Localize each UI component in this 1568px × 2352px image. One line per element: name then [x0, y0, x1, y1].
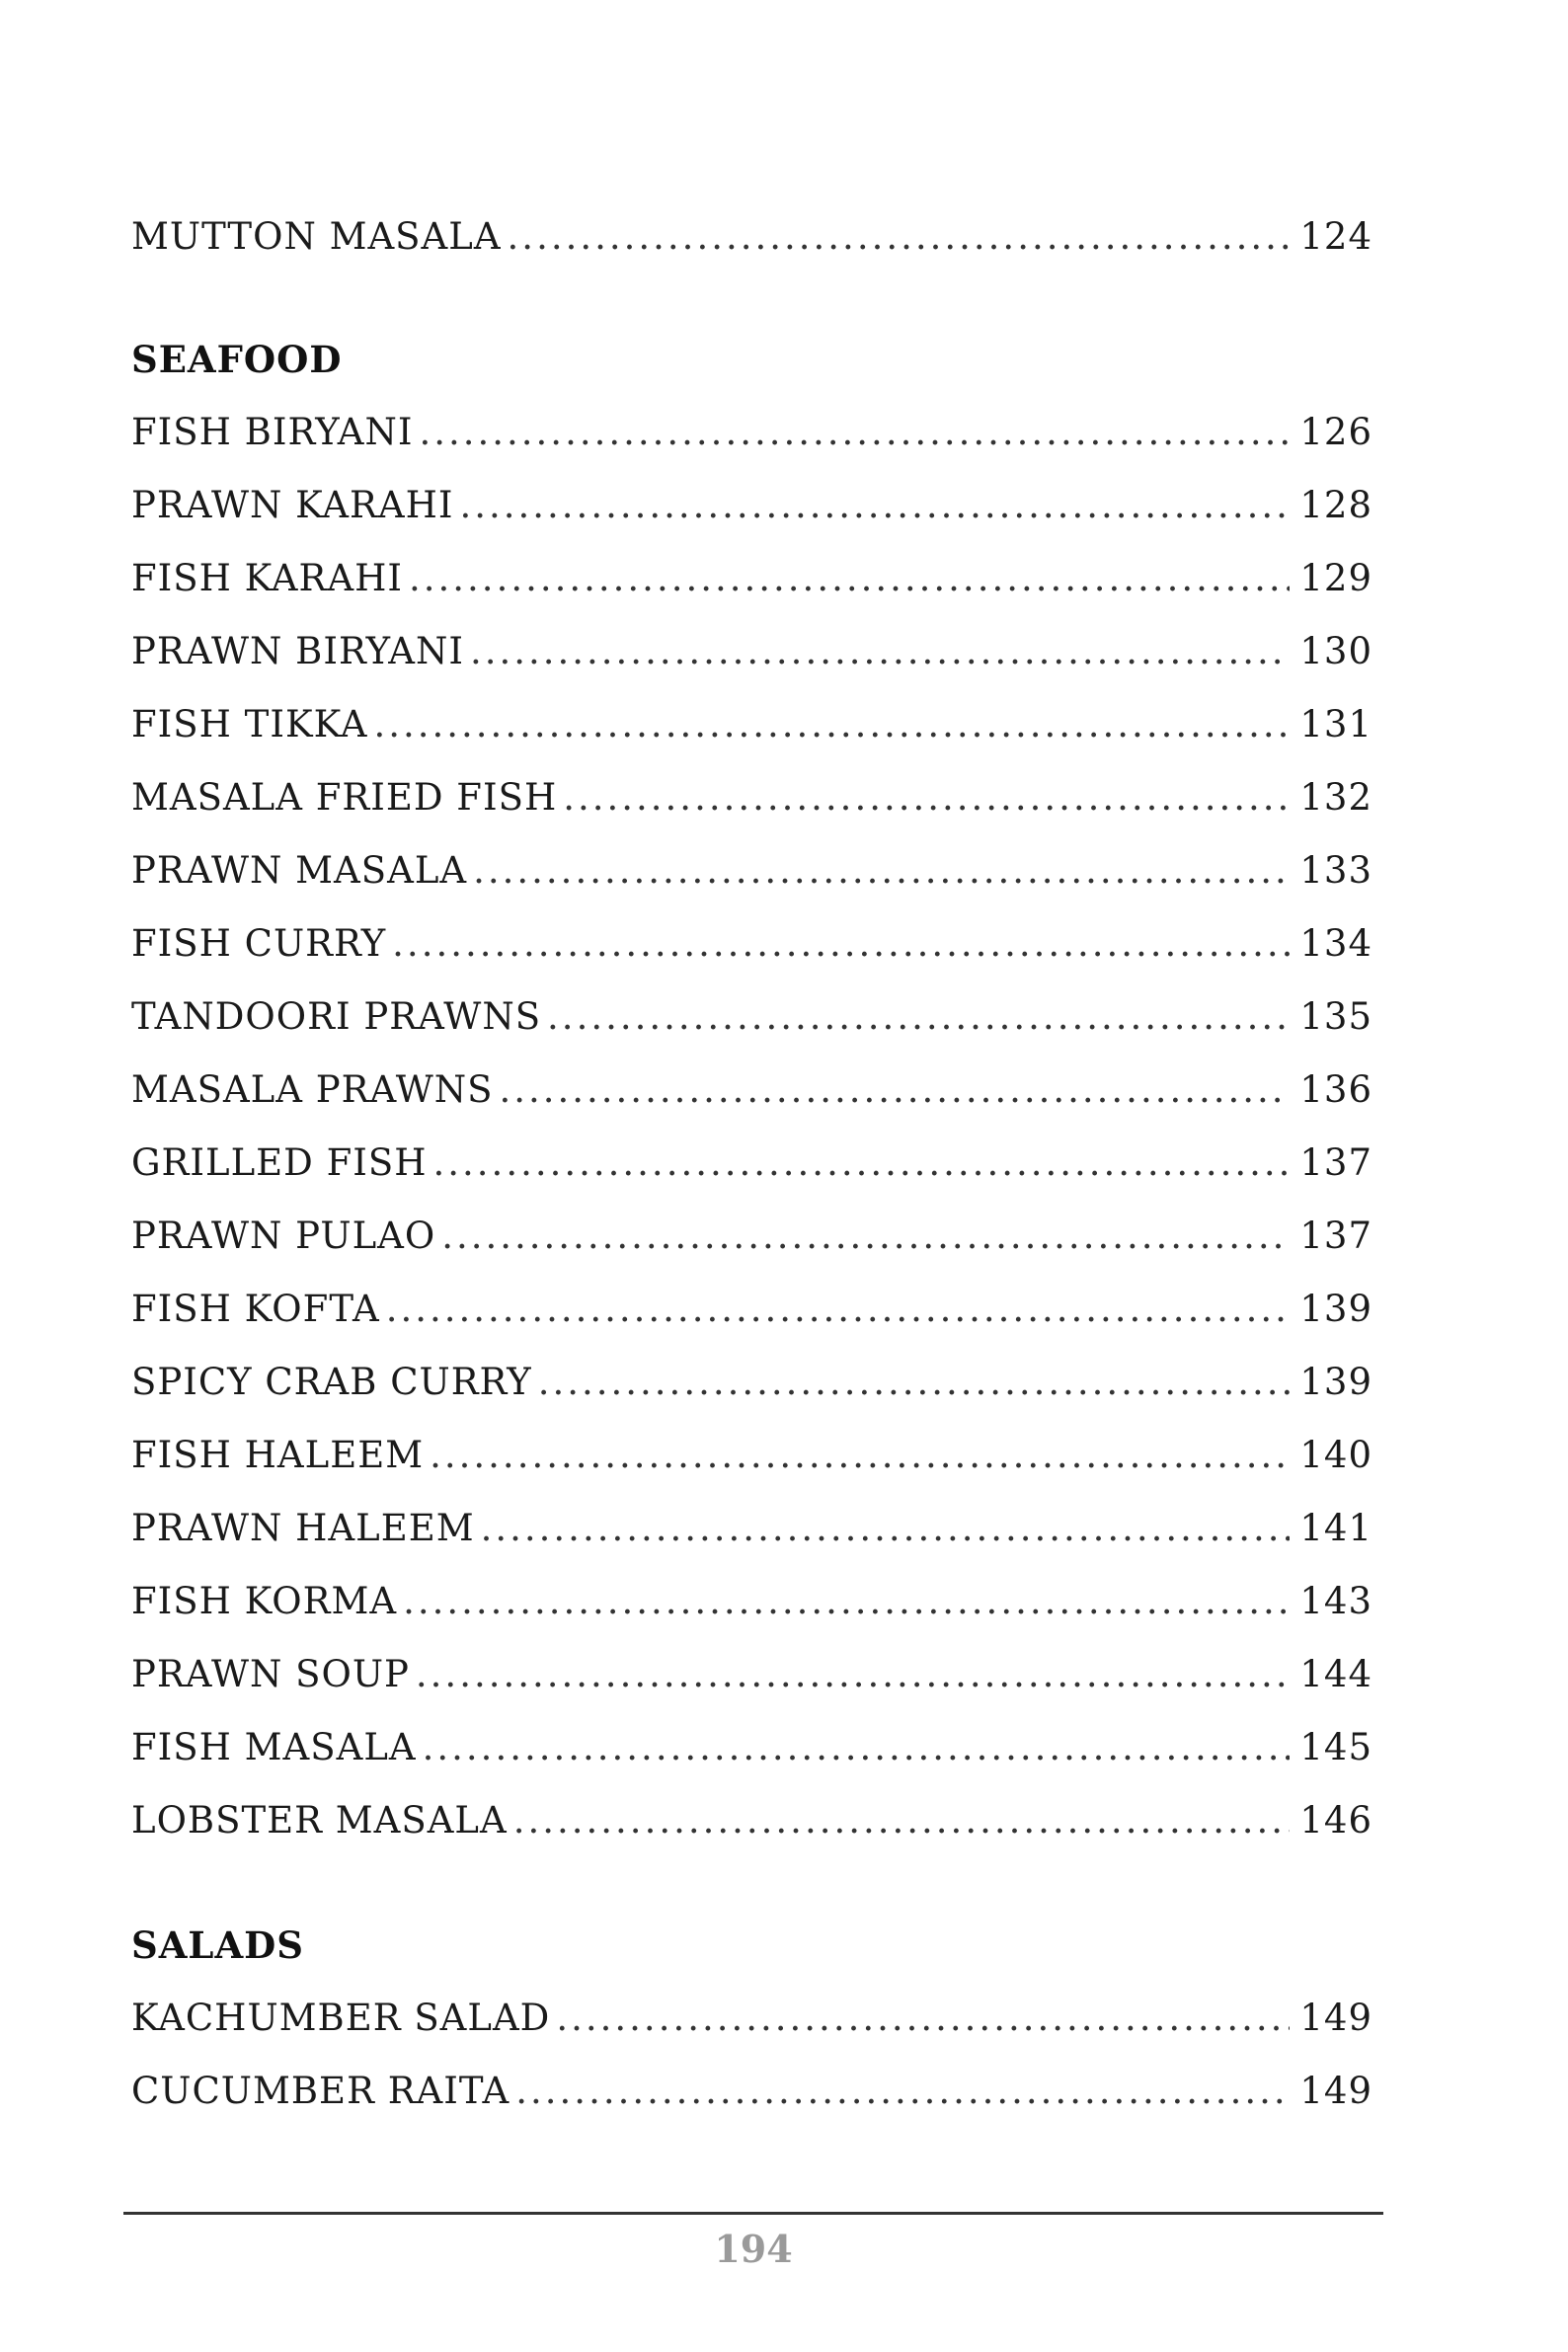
- toc-entry-title: CUCUMBER RAITA: [131, 2070, 510, 2112]
- toc-entry-title: PRAWN PULAO: [131, 1215, 436, 1257]
- toc-entry-page: 146: [1299, 1799, 1372, 1842]
- toc-entry-title: PRAWN HALEEM: [131, 1507, 475, 1549]
- section-heading-salads: SALADS: [131, 1923, 304, 1967]
- toc-entry[interactable]: [131, 1507, 1372, 1566]
- dot-leader: [538, 1361, 1291, 1403]
- toc-entry-title: MUTTON MASALA: [131, 215, 502, 258]
- toc-entry[interactable]: [131, 411, 1372, 470]
- toc-entry-title: PRAWN KARAHI: [131, 484, 454, 526]
- toc-entry-title: MASALA PRAWNS: [131, 1068, 494, 1111]
- toc-entry-page: 149: [1299, 1997, 1372, 2039]
- toc-entry[interactable]: [131, 1653, 1372, 1712]
- toc-entry-title: KACHUMBER SALAD: [131, 1997, 551, 2039]
- toc-entry-page: 134: [1299, 922, 1372, 965]
- toc-entry-page: 144: [1299, 1653, 1372, 1695]
- dot-leader: [419, 411, 1290, 453]
- toc-entry[interactable]: [131, 849, 1372, 908]
- toc-entry-title: GRILLED FISH: [131, 1141, 428, 1184]
- toc-entry-page: 132: [1299, 776, 1372, 819]
- toc-entry[interactable]: [131, 995, 1372, 1055]
- dot-leader: [430, 1434, 1290, 1476]
- dot-leader: [459, 484, 1290, 526]
- footer-divider: [123, 2212, 1383, 2215]
- toc-entry-title: FISH BIRYANI: [131, 411, 414, 453]
- toc-entry-page: 137: [1299, 1141, 1372, 1184]
- toc-entry-page: 130: [1299, 630, 1372, 672]
- dot-leader: [423, 1726, 1291, 1768]
- dot-leader: [508, 215, 1291, 258]
- toc-entry[interactable]: [131, 1580, 1372, 1639]
- toc-entry[interactable]: [131, 2070, 1372, 2129]
- toc-entry[interactable]: [131, 1361, 1372, 1420]
- toc-entry-page: 136: [1299, 1068, 1372, 1111]
- toc-entry[interactable]: [131, 557, 1372, 616]
- section-heading-seafood: SEAFOOD: [131, 338, 343, 381]
- dot-leader: [513, 1799, 1291, 1842]
- toc-entry-page: 126: [1299, 411, 1372, 453]
- toc-entry[interactable]: [131, 776, 1372, 835]
- toc-entry-page: 139: [1299, 1288, 1372, 1330]
- toc-entry-page: 140: [1299, 1434, 1372, 1476]
- toc-entry[interactable]: [131, 1997, 1372, 2056]
- dot-leader: [499, 1068, 1290, 1111]
- toc-entry-title: MASALA FRIED FISH: [131, 776, 558, 819]
- dot-leader: [481, 1507, 1291, 1549]
- toc-entry[interactable]: [131, 1215, 1372, 1274]
- dot-leader: [441, 1215, 1290, 1257]
- toc-entry-page: 137: [1299, 1215, 1372, 1257]
- toc-entry-title: PRAWN MASALA: [131, 849, 468, 892]
- toc-entry-page: 133: [1299, 849, 1372, 892]
- toc-entry-page: 149: [1299, 2070, 1372, 2112]
- dot-leader: [409, 557, 1290, 599]
- toc-entry-title: TANDOORI PRAWNS: [131, 995, 542, 1038]
- toc-entry[interactable]: [131, 1068, 1372, 1128]
- toc-entry-page: 145: [1299, 1726, 1372, 1768]
- toc-entry[interactable]: [131, 1799, 1372, 1858]
- toc-entry[interactable]: [131, 1141, 1372, 1201]
- toc-entry-page: 135: [1299, 995, 1372, 1038]
- dot-leader: [470, 630, 1290, 672]
- dot-leader: [556, 1997, 1290, 2039]
- dot-leader: [547, 995, 1290, 1038]
- toc-entry-title: PRAWN BIRYANI: [131, 630, 464, 672]
- dot-leader: [563, 776, 1290, 819]
- toc-entry[interactable]: [131, 215, 1372, 274]
- toc-entry-title: SPICY CRAB CURRY: [131, 1361, 532, 1403]
- toc-entry[interactable]: [131, 703, 1372, 762]
- dot-leader: [403, 1580, 1290, 1622]
- dot-leader: [373, 703, 1290, 745]
- toc-entry-title: PRAWN SOUP: [131, 1653, 410, 1695]
- toc-entry[interactable]: [131, 630, 1372, 689]
- dot-leader: [416, 1653, 1290, 1695]
- dot-leader: [386, 1288, 1291, 1330]
- toc-entry-page: 139: [1299, 1361, 1372, 1403]
- toc-entry[interactable]: [131, 484, 1372, 543]
- toc-entry[interactable]: [131, 1288, 1372, 1347]
- toc-entry-title: FISH MASALA: [131, 1726, 417, 1768]
- toc-entry-title: FISH KARAHI: [131, 557, 403, 599]
- toc-entry-title: FISH TIKKA: [131, 703, 368, 745]
- dot-leader: [392, 922, 1290, 965]
- toc-entry-page: 129: [1299, 557, 1372, 599]
- toc-entry-title: FISH KOFTA: [131, 1288, 380, 1330]
- toc-entry[interactable]: [131, 922, 1372, 981]
- toc-entry-title: LOBSTER MASALA: [131, 1799, 508, 1842]
- toc-entry-title: FISH CURRY: [131, 922, 387, 965]
- toc-entry-page: 128: [1299, 484, 1372, 526]
- toc-entry-page: 124: [1299, 215, 1372, 258]
- toc-entry-page: 141: [1299, 1507, 1372, 1549]
- dot-leader: [515, 2070, 1290, 2112]
- toc-entry-title: FISH KORMA: [131, 1580, 398, 1622]
- toc-entry-title: FISH HALEEM: [131, 1434, 425, 1476]
- dot-leader: [433, 1141, 1291, 1184]
- toc-entry[interactable]: [131, 1434, 1372, 1493]
- dot-leader: [473, 849, 1290, 892]
- toc-entry[interactable]: [131, 1726, 1372, 1785]
- toc-entry-page: 143: [1299, 1580, 1372, 1622]
- page-number: 194: [714, 2227, 793, 2271]
- toc-entry-page: 131: [1299, 703, 1372, 745]
